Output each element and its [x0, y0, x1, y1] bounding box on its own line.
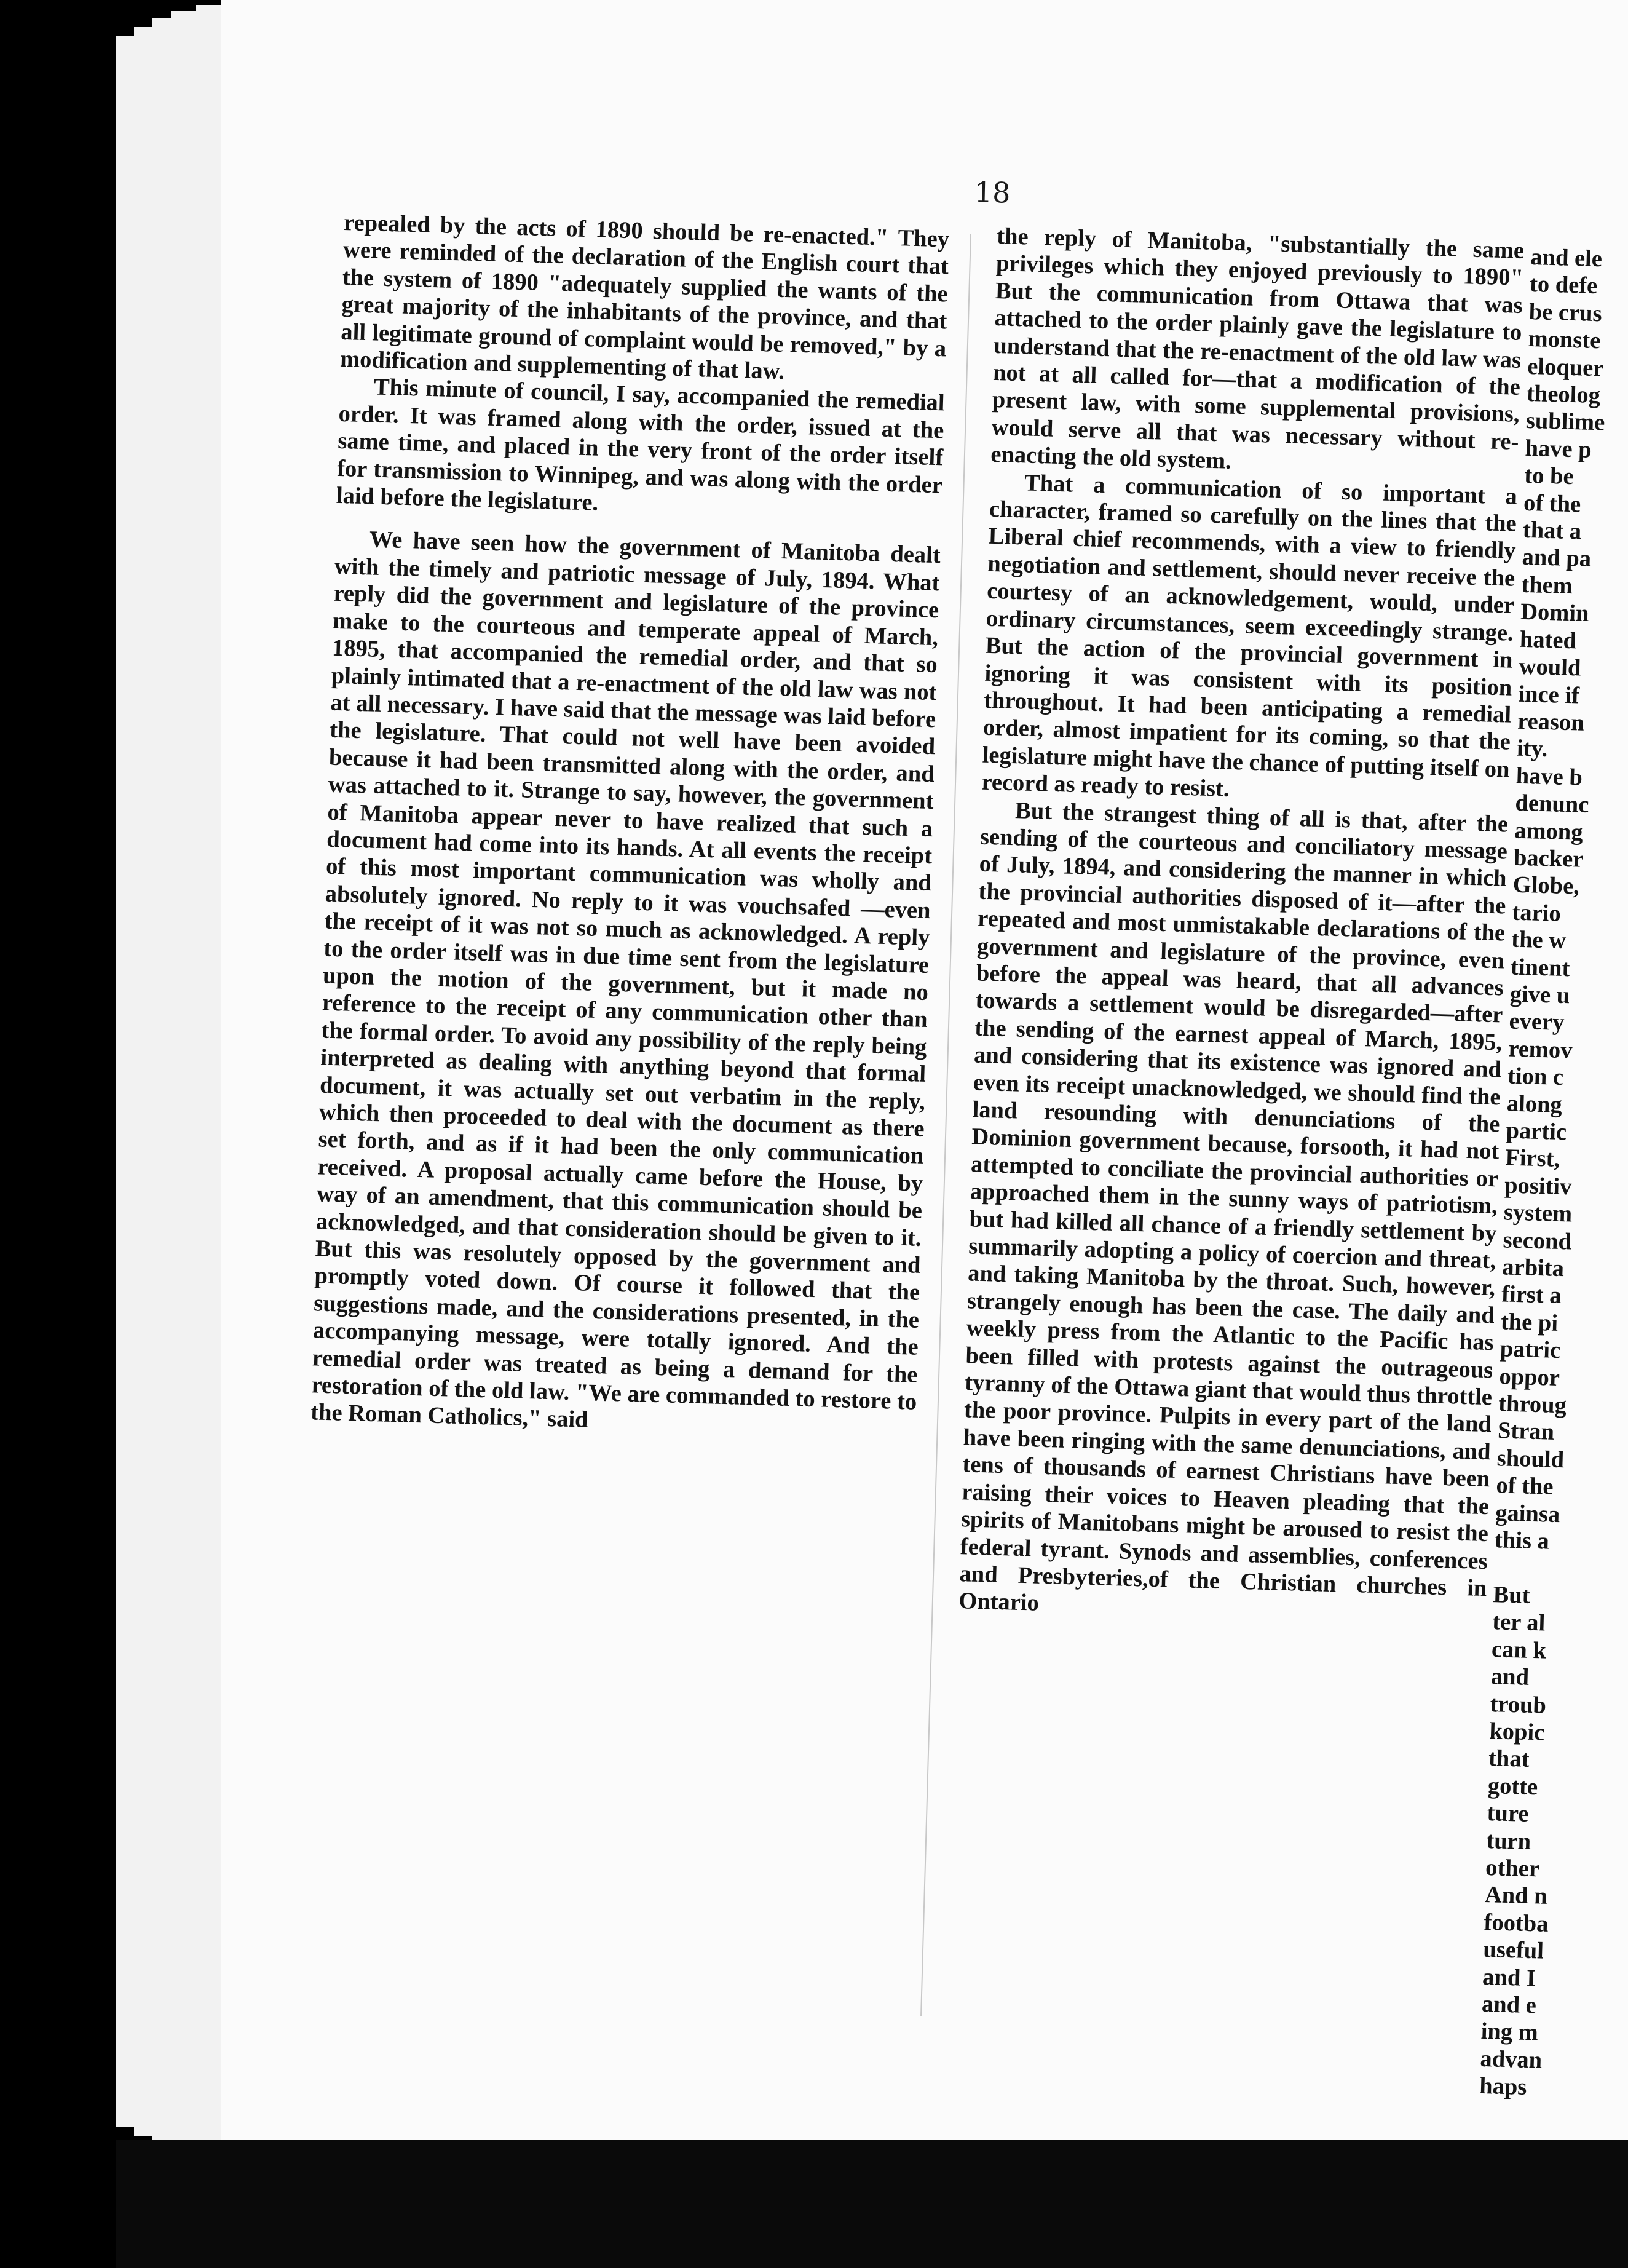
- text-line-fragment: ture: [1487, 1800, 1529, 1828]
- text-line-fragment: First,: [1504, 1144, 1560, 1173]
- text-line-fragment: monste: [1528, 326, 1601, 354]
- text-line-fragment: should: [1496, 1445, 1565, 1473]
- text-line-fragment: sublime: [1525, 408, 1605, 436]
- text-line-fragment: backer: [1513, 844, 1584, 873]
- text-line-fragment: have p: [1525, 435, 1592, 463]
- text-line-fragment: gotte: [1487, 1772, 1538, 1801]
- text-line-fragment: tion c: [1507, 1063, 1564, 1091]
- text-line-fragment: that: [1488, 1745, 1530, 1773]
- text-line-fragment: this a: [1494, 1527, 1550, 1555]
- text-line-fragment: useful: [1482, 1937, 1544, 1964]
- text-line-fragment: would: [1519, 653, 1581, 681]
- paragraph: That a communication of so important a character, framed so carefully on the lines that the Liberal chief recommends, with a view to friendly negotiation and settlement, should never receive the courtesy of an acknowledgement, would, under ordinary circumstances, seem exceedingly strange. But the action of the provincial government in ignoring it was consistent with its position throughout. It had been anticipating a remedial order, almost impatient for its coming, so that the legislature might have the chance of putting itself on record as ready to resist.: [981, 470, 1518, 803]
- text-line-fragment: among: [1514, 817, 1584, 846]
- scan-background: [116, 2140, 1628, 2268]
- text-line-fragment: every: [1509, 1008, 1565, 1036]
- text-line-fragment: and I: [1482, 1964, 1536, 1991]
- text-line-fragment: oppor: [1498, 1363, 1560, 1391]
- text-line-fragment: But: [1493, 1582, 1531, 1609]
- text-line-fragment: ter al: [1492, 1609, 1546, 1636]
- text-line-fragment: along: [1506, 1090, 1563, 1118]
- text-line-fragment: the w: [1511, 926, 1567, 954]
- text-line-fragment: the pi: [1500, 1309, 1559, 1336]
- text-line-fragment: Globe,: [1512, 871, 1580, 900]
- text-line-fragment: of the: [1523, 490, 1581, 518]
- text-line-fragment: to be: [1523, 462, 1575, 490]
- text-line-fragment: reason: [1517, 708, 1585, 736]
- text-line-fragment: ing m: [1480, 2018, 1539, 2046]
- page-number: 18: [974, 175, 1011, 210]
- middle-text-column: [958, 223, 1525, 1630]
- text-line-fragment: to defe: [1529, 271, 1598, 299]
- text-line-fragment: partic: [1506, 1117, 1567, 1146]
- text-line-fragment: patric: [1500, 1336, 1561, 1364]
- text-line-fragment: troub: [1490, 1691, 1547, 1719]
- text-line-fragment: arbita: [1501, 1254, 1565, 1282]
- text-line-fragment: theolog: [1526, 380, 1601, 409]
- text-line-fragment: gainsa: [1495, 1499, 1560, 1528]
- text-line-fragment: throug: [1498, 1390, 1567, 1419]
- text-line-fragment: haps: [1479, 2073, 1527, 2101]
- paragraph: But the strangest thing of all is that, after the sending of the courteous and conciliatory message of July, 1894, and considering the manner in which the provincial authorities disposed of it—after the repeated and most unmistakable declarations of the government and legislature of the province, even before the appeal was heard, that all advances towards a settlement would be disregarded—after the sending of the earnest appeal of March, 1895, and considering that its existence was ignored and even its receipt unacknowledged, we should find the land resounding with denunciations of the Dominion government because, forsooth, it had not attempted to conciliate the provincial authorities or approached them in the sunny ways of patriotism, but had killed all chance of a friendly settlement by summarily adopting a policy of coercion and threat, and taking Manitoba by the throat. Such, however, strangely enough has been the case. The daily and weekly press from the Atlantic to the Pacific has been filled with protests against the outrageous tyranny of the Ottawa giant that would thus throttle the poor province. Pulpits in every part of the land have been ringing with the same denunciations, and tens of thousands of earnest Christians have been raising their voices to Heaven pleading that the spirits of Manitobans might be aroused to resist the federal tyrant. Synods and assemblies, conferences and Presbyteries,of the Christian churches in Ontario: [958, 797, 1509, 1617]
- text-line-fragment: Stran: [1497, 1418, 1555, 1446]
- paragraph: We have seen how the government of Manitoba dealt with the timely and patriotic message of July, 1894. What reply did the government and legislature of the province make to the courteous and temperate appeal of March, 1895, that accompanied the remedial order, and that so plainly intimated that a re-enactment of the old law was not at all necessary. I have said that the message was laid before the legislature. That could not well have been avoided because it had been transmitted along with the order, and was attached to it. Strange to say, however, the government of Manitoba appear never to have realized that such a document had come into its hands. At all events the receipt of this most important communication was wholly and absolutely ignored. No reply to it was vouchsafed —even the receipt of it was not so much as acknowledged. A reply to the order itself was in due time sent from the legislature upon the motion of the government, but it made no reference to the receipt of any communication other than the formal order. To avoid any possibility of the reply being interpreted as dealing with anything beyond that formal document, it was actually set out verbatim in the reply, which then proceeded to deal with the document as there set forth, and as if it had been the only communication received. A proposal actually came before the House, by way of an amendment, that this communication should be acknowledged, and that consideration should be given to it. But this was resolutely opposed by the government and promptly voted down. Of course it followed that the suggestions made, and the considerations presented, in the accompanying message, were totally ignored. And the remedial order was treated as being a demand for the restoration of the old law. "We are commanded to restore to the Roman Catholics," said: [310, 526, 941, 1433]
- text-line-fragment: footba: [1484, 1909, 1549, 1937]
- text-line-fragment: be crus: [1528, 298, 1603, 327]
- paragraph: the reply of Manitoba, "substantially the same privileges which they enjoyed previously to 1890" But the communication from Ottawa that was attached to the order plainly gave the legislature to understand that the re-enactment of the old law was not at all called for—that a modification of the present law, with some supplemental provisions, would serve all that was necessary without re-enacting the old system.: [990, 223, 1525, 475]
- text-line-fragment: can k: [1491, 1636, 1547, 1664]
- text-line-fragment: first a: [1501, 1281, 1562, 1309]
- text-line-fragment: turn: [1485, 1827, 1531, 1855]
- text-line-fragment: and pa: [1522, 544, 1592, 573]
- text-line-fragment: other: [1485, 1854, 1540, 1882]
- text-line-fragment: ince if: [1517, 681, 1580, 708]
- text-line-fragment: tinent: [1510, 954, 1570, 981]
- text-line-fragment: system: [1503, 1199, 1573, 1227]
- text-line-fragment: and ele: [1530, 244, 1603, 272]
- text-line-fragment: Domin: [1520, 599, 1590, 627]
- left-text-column: [310, 209, 950, 1443]
- text-line-fragment: of the: [1496, 1472, 1554, 1501]
- text-line-fragment: kopic: [1488, 1718, 1545, 1746]
- text-line-fragment: that a: [1522, 517, 1582, 545]
- text-line-fragment: denunc: [1515, 790, 1589, 819]
- text-line-fragment: give u: [1509, 981, 1570, 1009]
- text-line-fragment: and: [1490, 1663, 1530, 1691]
- paragraph: repealed by the acts of 1890 should be re-enacted." They were reminded of the declaration of the English court that the system of 1890 "adequately supplied the wants of the great majority of the inhabitants of the province, and that all legitimate ground of complaint would be removed," by a modification and supplementing of that law.: [339, 209, 950, 385]
- text-line-fragment: positiv: [1504, 1172, 1572, 1200]
- text-line-fragment: and e: [1481, 1991, 1537, 2019]
- text-line-fragment: remov: [1507, 1036, 1573, 1064]
- text-line-fragment: second: [1503, 1227, 1572, 1255]
- text-line-fragment: hated: [1519, 626, 1577, 654]
- text-line-fragment: have b: [1515, 763, 1583, 791]
- text-line-fragment: eloquer: [1527, 353, 1605, 382]
- text-line-fragment: [1493, 1554, 1591, 1584]
- text-line-fragment: them: [1520, 571, 1573, 599]
- text-line-fragment: And n: [1484, 1882, 1548, 1910]
- text-line-fragment: ity.: [1516, 736, 1548, 763]
- paragraph: This minute of council, I say, accompanied the remedial order. It was framed along with the order, issued at the same time, and placed in the very front of the order itself for transmission to Winnipeg, and was along with the order laid before the legislature.: [336, 374, 946, 516]
- text-line-fragment: tario: [1512, 899, 1562, 927]
- text-line-fragment: advan: [1479, 2045, 1543, 2074]
